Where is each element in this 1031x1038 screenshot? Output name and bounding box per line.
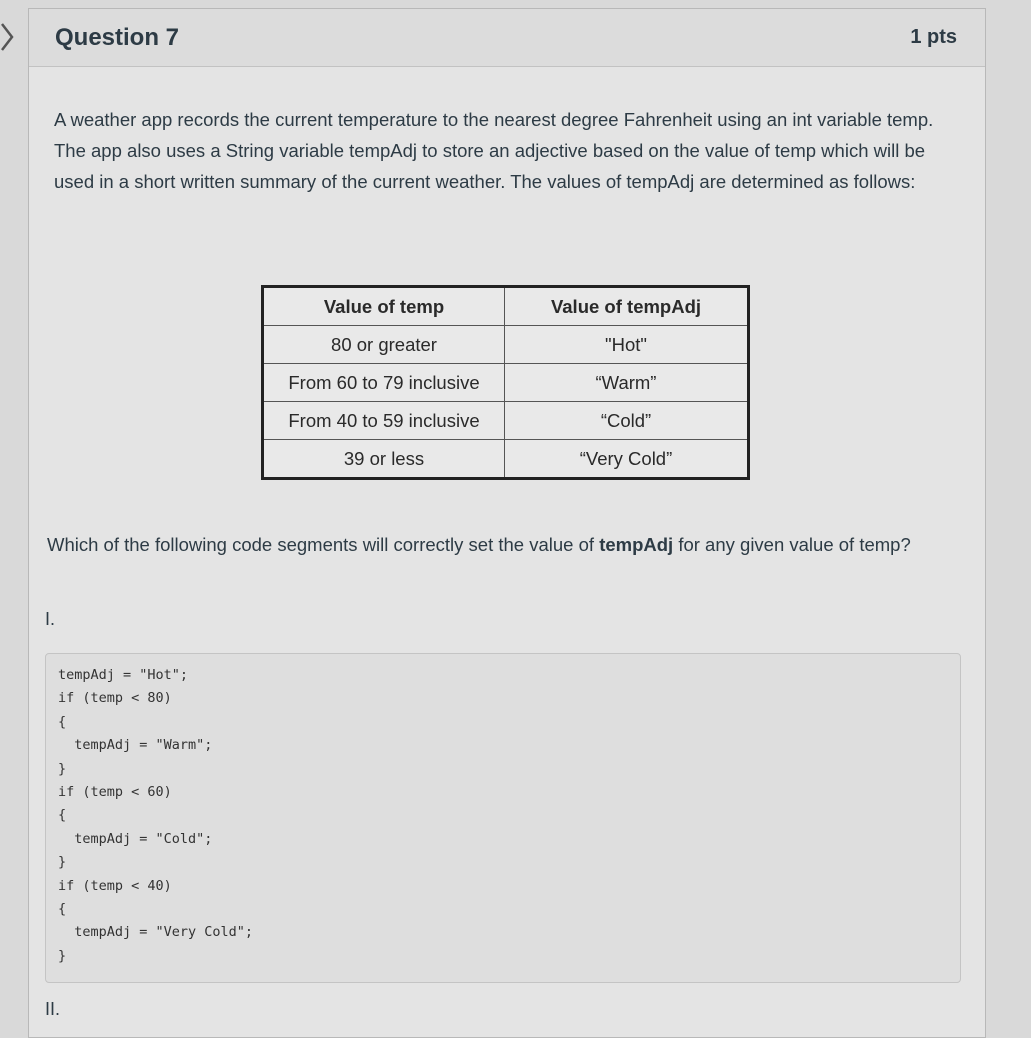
table-cell: 80 or greater [263, 326, 505, 364]
table-row [263, 402, 749, 440]
question-prompt: A weather app records the current temperature to the nearest degree Fahrenheit using an int variable temp. The app also uses a String variable tempAdj to store an adjective based on the value of temp which will be used in a short written summary of the current weather. The values of tempAdj are determined as follows: [54, 109, 934, 192]
question-ask-text-end: for any given value of temp? [673, 534, 911, 555]
question-ask-text: Which of the following code segments will correctly set the value of [47, 534, 600, 555]
table-cell: “Warm” [505, 364, 749, 402]
code-text: tempAdj = "Hot"; if (temp < 80) { tempAdj = "Warm"; } if (temp < 60) { tempAdj = "Cold"; } if (temp < 40) { tempAdj = "Very Cold"; } [58, 667, 254, 964]
question-title: Question 7 [55, 23, 180, 51]
question-ask [47, 529, 967, 560]
table-cell: "Hot" [505, 326, 749, 364]
table-header-row [263, 287, 749, 326]
table-cell: 39 or less [263, 440, 505, 479]
table-cell: From 40 to 59 inclusive [263, 402, 505, 440]
code-block-option-1 [45, 653, 961, 983]
table-header-cell: Value of tempAdj [505, 287, 749, 326]
table-cell: “Cold” [505, 402, 749, 440]
back-arrow-icon[interactable] [0, 20, 22, 54]
question-card [28, 8, 986, 1038]
table-header-cell: Value of temp [263, 287, 505, 326]
temperature-table [261, 285, 750, 480]
option-2-label: II. [45, 999, 61, 1019]
table-cell: “Very Cold” [505, 440, 749, 479]
table-row [263, 440, 749, 479]
table-row [263, 364, 749, 402]
table-cell: From 60 to 79 inclusive [263, 364, 505, 402]
question-points: 1 pts [910, 26, 957, 48]
option-1-label: I. [45, 609, 56, 629]
question-header [29, 9, 985, 67]
question-ask-bold: tempAdj [599, 534, 674, 555]
table-row [263, 326, 749, 364]
